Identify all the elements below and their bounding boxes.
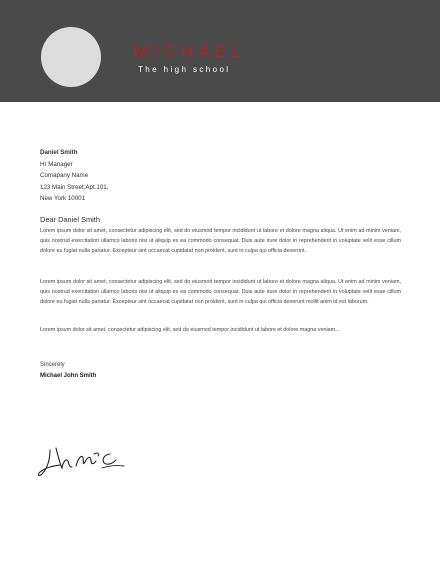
body-paragraph-2: Lorem ipsum dolor sit amet, consectetur adipiscing elit, sed do eiusmod tempor incididunt ut labore et dolore magna aliqua. Ut enim ad minim veniam, quis nostrud exercitation ullamco laboris nisi ut aliquip ex ea commodo consequat. Duis aute irure dolor in reprehenderit in voluptate velit esse cillum dolore eu fugiat nulla pariatur. Excepteur sint occaecat cupidatat non proident, sunt in culpa qui officia deserunt mollit anim id est laborum. [40,279,401,306]
letterhead-banner [0,0,440,102]
closing-block [40,360,96,382]
recipient-name: Daniel Smith [40,149,78,156]
recipient-company: Comapany Name [40,172,89,180]
recipient-city: New York 10001 [40,195,86,203]
avatar [41,27,101,87]
closing-name: Michael John Smith [40,373,97,379]
recipient-address [40,147,108,205]
sender-name: MICHAEL [134,42,246,61]
sender-subtitle: The high school [138,65,231,74]
recipient-street: 123 Main Street,Apt.101, [40,183,109,191]
salutation: Dear Daniel Smith [40,215,100,224]
body-paragraph-3: Lorem ipsum dolor sit amet, consectetur adipiscing elit, sed do eiusmod tempor incididunt ut labore et dolore magna veniam... [40,327,340,333]
handwritten-signature [36,444,136,480]
body-paragraph-1: Lorem ipsum dolor sit amet, consectetur adipiscing elit, sed do eiusmod tempor incididunt ut labore et dolore magna aliqua. Ut enim ad minim veniam, quis nostrud exercitation ullamco laboris nisi ut aliquip ex ea commodo consequat. Duis aute irure dolor in reprehenderit in voluptate velit esse cillum dolore eu fugiat nulla pariatur. Excepteur sint occaecat cupidatat non proident, sunt in culpa qui officia deserunt. [40,228,401,255]
closing-word: Sincerely [40,362,65,368]
recipient-title: Hr Manager [40,160,73,168]
